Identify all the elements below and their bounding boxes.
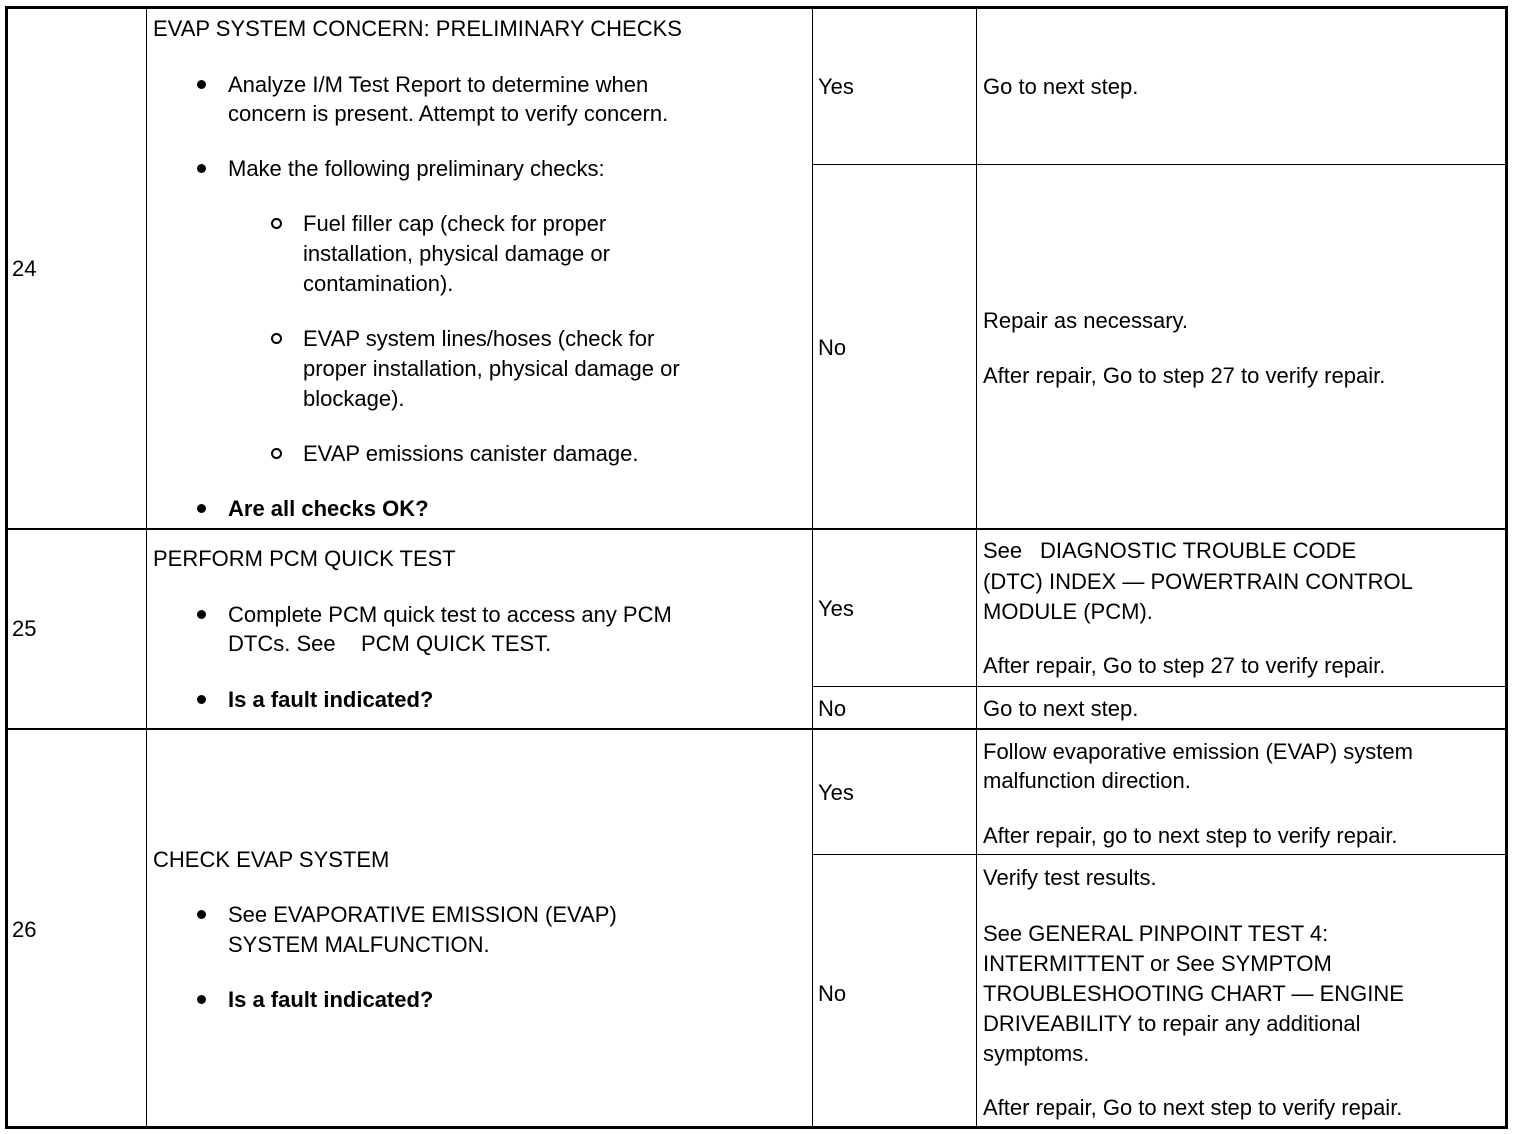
- question-text: Is a fault indicated?: [228, 687, 434, 712]
- yes-action-line: MODULE (PCM).: [983, 599, 1153, 624]
- sub-bullet-text-line: installation, physical damage or: [303, 241, 610, 266]
- yes-action-line: (DTC) INDEX — POWERTRAIN CONTROL: [983, 569, 1413, 594]
- sub-bullet-icon: [271, 448, 282, 459]
- no-action-line: symptoms.: [983, 1041, 1090, 1066]
- yes-no-divider: [812, 854, 1505, 855]
- no-action-line: INTERMITTENT or See SYMPTOM: [983, 951, 1332, 976]
- row-divider: [8, 528, 1505, 530]
- bullet-text-line: SYSTEM MALFUNCTION.: [228, 932, 490, 957]
- question-text: Is a fault indicated?: [228, 987, 434, 1012]
- yes-no-divider: [812, 164, 1505, 165]
- no-action-line: After repair, Go to next step to verify repair.: [983, 1095, 1403, 1120]
- no-action: Go to next step.: [983, 696, 1139, 721]
- no-action-line: After repair, Go to step 27 to verify repair.: [983, 363, 1386, 388]
- sub-bullet-icon: [271, 333, 282, 344]
- bullet-text-line: See EVAPORATIVE EMISSION (EVAP): [228, 902, 617, 927]
- bullet-text-line: DTCs. See: [228, 631, 336, 656]
- sub-bullet-text-line: proper installation, physical damage or: [303, 356, 680, 381]
- row-divider: [8, 728, 1505, 730]
- yes-action-line: After repair, go to next step to verify repair.: [983, 823, 1398, 848]
- step-title: EVAP SYSTEM CONCERN: PRELIMINARY CHECKS: [153, 16, 682, 41]
- yes-action-line: After repair, Go to step 27 to verify repair.: [983, 653, 1386, 678]
- no-action-line: Verify test results.: [983, 865, 1157, 890]
- no-label: No: [818, 335, 847, 360]
- step-title: PERFORM PCM QUICK TEST: [153, 546, 456, 571]
- no-label: No: [818, 696, 847, 721]
- column-divider: [812, 8, 813, 1127]
- bullet-text-line: Analyze I/M Test Report to determine when: [228, 72, 649, 97]
- bullet-text-line: Make the following preliminary checks:: [228, 156, 605, 181]
- yes-action-line: malfunction direction.: [983, 768, 1191, 793]
- bullet-icon: [197, 610, 206, 619]
- yes-label: Yes: [818, 780, 854, 805]
- yes-label: Yes: [818, 74, 854, 99]
- no-action-line: DRIVEABILITY to repair any additional: [983, 1011, 1361, 1036]
- yes-action-line: DIAGNOSTIC TROUBLE CODE: [1040, 538, 1357, 563]
- step-number: 26: [12, 917, 37, 942]
- column-divider: [146, 8, 147, 1127]
- no-action-line: TROUBLESHOOTING CHART — ENGINE: [983, 981, 1404, 1006]
- no-action-line: Repair as necessary.: [983, 308, 1189, 333]
- sub-bullet-text-line: EVAP system lines/hoses (check for: [303, 326, 655, 351]
- sub-bullet-text-line: blockage).: [303, 386, 405, 411]
- bullet-icon: [197, 695, 206, 704]
- bullet-text-line: concern is present. Attempt to verify concern.: [228, 101, 669, 126]
- sub-bullet-text-line: Fuel filler cap (check for proper: [303, 211, 607, 236]
- no-label: No: [818, 981, 847, 1006]
- sub-bullet-text-line: contamination).: [303, 271, 454, 296]
- question-text: Are all checks OK?: [228, 496, 429, 521]
- yes-action-line: See: [983, 538, 1023, 563]
- bullet-icon: [197, 995, 206, 1004]
- sub-bullet-text-line: EVAP emissions canister damage.: [303, 441, 639, 466]
- column-divider: [976, 8, 977, 1127]
- step-number: 24: [12, 256, 37, 281]
- no-action-line: See GENERAL PINPOINT TEST 4:: [983, 921, 1329, 946]
- bullet-link-text: PCM QUICK TEST.: [361, 631, 552, 656]
- bullet-text-line: Complete PCM quick test to access any PCM: [228, 602, 672, 627]
- yes-action-line: Follow evaporative emission (EVAP) system: [983, 739, 1413, 764]
- yes-action: Go to next step.: [983, 74, 1139, 99]
- bullet-icon: [197, 504, 206, 513]
- step-title: CHECK EVAP SYSTEM: [153, 847, 390, 872]
- yes-no-divider: [812, 686, 1505, 687]
- bullet-icon: [197, 80, 206, 89]
- yes-label: Yes: [818, 596, 854, 621]
- bullet-icon: [197, 164, 206, 173]
- bullet-icon: [197, 910, 206, 919]
- step-number: 25: [12, 616, 37, 641]
- sub-bullet-icon: [271, 218, 282, 229]
